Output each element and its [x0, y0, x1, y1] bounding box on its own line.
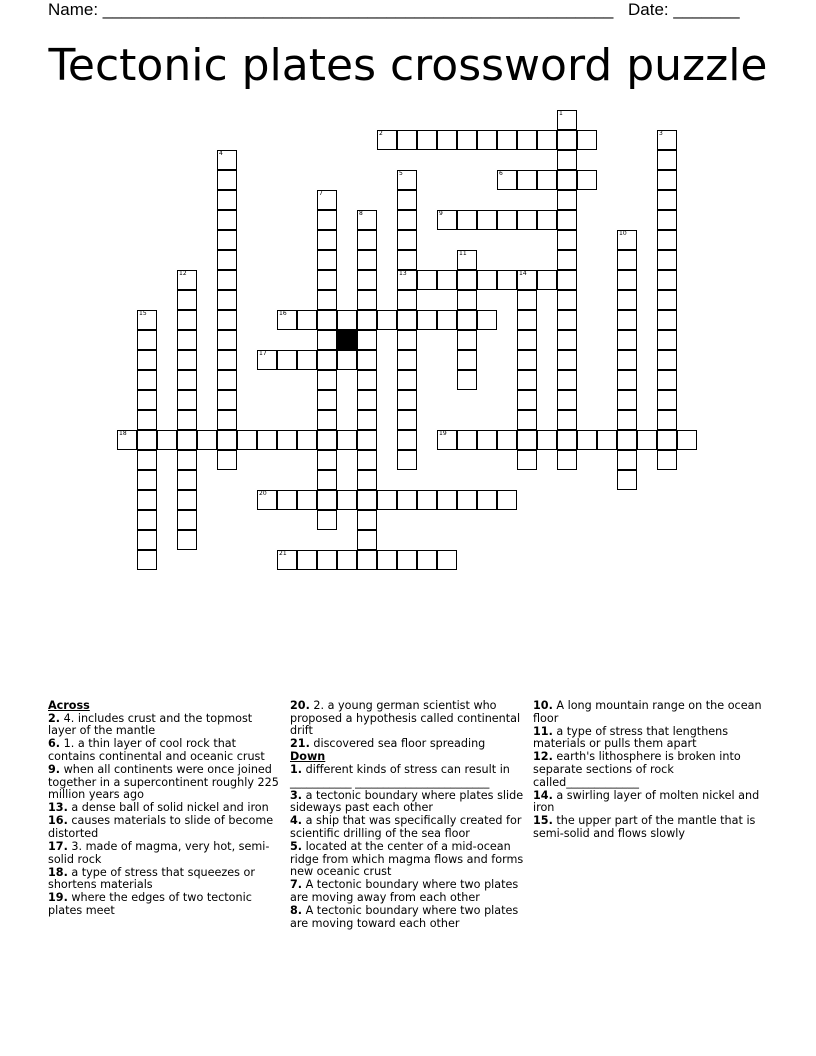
- grid-cell[interactable]: [557, 410, 577, 430]
- grid-cell[interactable]: [177, 390, 197, 410]
- grid-cell[interactable]: [357, 350, 377, 370]
- grid-cell[interactable]: [137, 370, 157, 390]
- grid-cell[interactable]: [617, 270, 637, 290]
- clue-down-7: 7. A tectonic boundary where two plates are moving away from each other: [290, 878, 519, 904]
- grid-cell[interactable]: [417, 130, 437, 150]
- grid-cell[interactable]: [477, 130, 497, 150]
- grid-cell[interactable]: [337, 350, 357, 370]
- grid-cell[interactable]: [517, 410, 537, 430]
- grid-cell[interactable]: [437, 270, 457, 290]
- grid-cell[interactable]: [177, 430, 197, 450]
- clue-number: 1: [559, 110, 563, 117]
- grid-cell[interactable]: [357, 250, 377, 270]
- grid-cell[interactable]: [617, 230, 637, 250]
- grid-cell[interactable]: [597, 430, 617, 450]
- grid-cell[interactable]: [557, 190, 577, 210]
- grid-cell[interactable]: [557, 390, 577, 410]
- clue-number: 11: [459, 250, 467, 257]
- grid-cell[interactable]: [357, 410, 377, 430]
- grid-cell[interactable]: [177, 490, 197, 510]
- grid-cell[interactable]: [317, 310, 337, 330]
- grid-cell[interactable]: [657, 310, 677, 330]
- grid-cell[interactable]: [297, 430, 317, 450]
- grid-cell[interactable]: [657, 170, 677, 190]
- grid-cell[interactable]: [217, 330, 237, 350]
- grid-cell[interactable]: [517, 130, 537, 150]
- grid-cell[interactable]: [657, 190, 677, 210]
- grid-cell[interactable]: [217, 190, 237, 210]
- grid-cell[interactable]: [397, 210, 417, 230]
- grid-cell[interactable]: [477, 270, 497, 290]
- grid-cell[interactable]: [297, 310, 317, 330]
- clue-number: 7: [319, 190, 323, 197]
- grid-cell[interactable]: [497, 210, 517, 230]
- clue-across-18: 18. a type of stress that squeezes or shortens materials: [48, 865, 255, 892]
- grid-cell[interactable]: [317, 390, 337, 410]
- grid-cell[interactable]: [397, 370, 417, 390]
- grid-cell[interactable]: [417, 550, 437, 570]
- grid-cell[interactable]: [477, 210, 497, 230]
- grid-cell[interactable]: [157, 430, 177, 450]
- clue-number: 19: [439, 430, 447, 437]
- grid-cell[interactable]: [657, 130, 677, 150]
- clue-down-14: 14. a swirling layer of molten nickel and iron: [533, 788, 760, 815]
- grid-cell[interactable]: [457, 330, 477, 350]
- grid-cell[interactable]: [277, 310, 297, 330]
- grid-cell[interactable]: [517, 310, 537, 330]
- grid-cell[interactable]: [617, 450, 637, 470]
- grid-cell[interactable]: [297, 350, 317, 370]
- grid-cell[interactable]: [517, 350, 537, 370]
- grid-cell[interactable]: [557, 450, 577, 470]
- grid-cell[interactable]: [357, 470, 377, 490]
- grid-cell[interactable]: [117, 430, 137, 450]
- grid-cell[interactable]: [657, 250, 677, 270]
- grid-cell[interactable]: [397, 450, 417, 470]
- grid-cell[interactable]: [557, 310, 577, 330]
- grid-cell[interactable]: [557, 150, 577, 170]
- clue-number: 16: [279, 310, 287, 317]
- grid-cell[interactable]: [397, 250, 417, 270]
- grid-cell[interactable]: [437, 310, 457, 330]
- grid-cell[interactable]: [357, 550, 377, 570]
- grid-cell[interactable]: [257, 350, 277, 370]
- clue-number: 12: [179, 270, 187, 277]
- black-cell: [337, 330, 357, 350]
- grid-cell[interactable]: [177, 330, 197, 350]
- grid-cell[interactable]: [437, 550, 457, 570]
- clue-across-19: 19. where the edges of two tectonic plates meet: [48, 891, 252, 917]
- grid-cell[interactable]: [137, 410, 157, 430]
- grid-cell[interactable]: [457, 490, 477, 510]
- clues-column-3: [533, 700, 769, 841]
- grid-cell[interactable]: [457, 310, 477, 330]
- grid-cell[interactable]: [557, 350, 577, 370]
- grid-cell[interactable]: [457, 290, 477, 310]
- grid-cell[interactable]: [557, 170, 577, 190]
- grid-cell[interactable]: [177, 270, 197, 290]
- grid-cell[interactable]: [317, 370, 337, 390]
- grid-cell[interactable]: [437, 130, 457, 150]
- grid-cell[interactable]: [137, 310, 157, 330]
- grid-cell[interactable]: [217, 370, 237, 390]
- grid-cell[interactable]: [357, 450, 377, 470]
- grid-cell[interactable]: [137, 550, 157, 570]
- grid-cell[interactable]: [517, 210, 537, 230]
- clue-across-6: 6. 1. a thin layer of cool rock that contains continental and oceanic crust: [48, 737, 265, 763]
- grid-cell[interactable]: [277, 350, 297, 370]
- grid-cell[interactable]: [397, 550, 417, 570]
- grid-cell[interactable]: [277, 550, 297, 570]
- grid-cell[interactable]: [517, 430, 537, 450]
- grid-cell[interactable]: [657, 230, 677, 250]
- clue-number: 14: [519, 270, 527, 277]
- grid-cell[interactable]: [357, 230, 377, 250]
- grid-cell[interactable]: [517, 290, 537, 310]
- grid-cell[interactable]: [177, 290, 197, 310]
- clues-column-1: [48, 700, 280, 918]
- grid-cell[interactable]: [317, 510, 337, 530]
- grid-cell[interactable]: [657, 210, 677, 230]
- grid-cell[interactable]: [377, 130, 397, 150]
- clue-number: 13: [399, 270, 407, 277]
- grid-cell[interactable]: [497, 490, 517, 510]
- grid-cell[interactable]: [397, 190, 417, 210]
- grid-cell[interactable]: [237, 430, 257, 450]
- grid-cell[interactable]: [557, 250, 577, 270]
- clue-number: 8: [359, 210, 363, 217]
- clue-across-21: 21. discovered sea floor spreading: [290, 737, 486, 751]
- grid-cell[interactable]: [217, 390, 237, 410]
- grid-cell[interactable]: [317, 490, 337, 510]
- grid-cell[interactable]: [537, 270, 557, 290]
- clue-across-2: 2. 4. includes crust and the topmost layer of the mantle: [48, 711, 253, 738]
- grid-cell[interactable]: [577, 130, 597, 150]
- grid-cell[interactable]: [677, 430, 697, 450]
- grid-cell[interactable]: [557, 330, 577, 350]
- grid-cell[interactable]: [617, 390, 637, 410]
- grid-cell[interactable]: [537, 170, 557, 190]
- grid-cell[interactable]: [557, 230, 577, 250]
- grid-cell[interactable]: [317, 230, 337, 250]
- grid-cell[interactable]: [397, 290, 417, 310]
- grid-cell[interactable]: [217, 350, 237, 370]
- grid-cell[interactable]: [137, 530, 157, 550]
- grid-cell[interactable]: [497, 170, 517, 190]
- clue-number: 4: [219, 150, 223, 157]
- grid-cell[interactable]: [397, 170, 417, 190]
- clue-down-3: 3. a tectonic boundary where plates slide sideways past each other: [290, 788, 524, 815]
- grid-cell[interactable]: [177, 350, 197, 370]
- grid-cell[interactable]: [397, 490, 417, 510]
- grid-cell[interactable]: [657, 330, 677, 350]
- grid-cell[interactable]: [317, 290, 337, 310]
- grid-cell[interactable]: [217, 230, 237, 250]
- grid-cell[interactable]: [357, 310, 377, 330]
- grid-cell[interactable]: [177, 370, 197, 390]
- grid-cell[interactable]: [197, 430, 217, 450]
- grid-cell[interactable]: [457, 210, 477, 230]
- grid-cell[interactable]: [417, 310, 437, 330]
- grid-cell[interactable]: [517, 450, 537, 470]
- grid-cell[interactable]: [217, 210, 237, 230]
- clues-column-2: [290, 700, 526, 931]
- grid-cell[interactable]: [397, 390, 417, 410]
- clue-across-17: 17. 3. made of magma, very hot, semi-solid rock: [48, 840, 270, 866]
- grid-cell[interactable]: [557, 210, 577, 230]
- name-field[interactable]: Name: ______________________________________________________: [48, 0, 614, 19]
- grid-cell[interactable]: [617, 350, 637, 370]
- grid-cell[interactable]: [357, 530, 377, 550]
- grid-cell[interactable]: [357, 390, 377, 410]
- grid-cell[interactable]: [617, 410, 637, 430]
- grid-cell[interactable]: [357, 210, 377, 230]
- grid-cell[interactable]: [337, 310, 357, 330]
- grid-cell[interactable]: [317, 210, 337, 230]
- grid-cell[interactable]: [657, 430, 677, 450]
- grid-cell[interactable]: [497, 430, 517, 450]
- grid-cell[interactable]: [397, 330, 417, 350]
- grid-cell[interactable]: [557, 110, 577, 130]
- grid-cell[interactable]: [217, 290, 237, 310]
- grid-cell[interactable]: [357, 290, 377, 310]
- clue-number: 10: [619, 230, 627, 237]
- grid-cell[interactable]: [137, 510, 157, 530]
- grid-cell[interactable]: [657, 290, 677, 310]
- grid-cell[interactable]: [557, 370, 577, 390]
- grid-cell[interactable]: [537, 210, 557, 230]
- grid-cell[interactable]: [397, 230, 417, 250]
- grid-cell[interactable]: [517, 390, 537, 410]
- grid-cell[interactable]: [457, 370, 477, 390]
- grid-cell[interactable]: [137, 430, 157, 450]
- grid-cell[interactable]: [297, 550, 317, 570]
- grid-cell[interactable]: [617, 310, 637, 330]
- grid-cell[interactable]: [557, 130, 577, 150]
- clue-down-5: 5. located at the center of a mid-ocean ridge from which magma flows and forms new oceanic crust: [290, 840, 524, 879]
- grid-cell[interactable]: [177, 450, 197, 470]
- grid-cell[interactable]: [217, 310, 237, 330]
- grid-cell[interactable]: [217, 430, 237, 450]
- clue-down-15: 15. the upper part of the mantle that is semi-solid and flows slowly: [533, 814, 756, 840]
- grid-cell[interactable]: [617, 430, 637, 450]
- grid-cell[interactable]: [377, 490, 397, 510]
- grid-cell[interactable]: [317, 350, 337, 370]
- grid-cell[interactable]: [657, 270, 677, 290]
- grid-cell[interactable]: [617, 470, 637, 490]
- grid-cell[interactable]: [317, 190, 337, 210]
- clue-down-8: 8. A tectonic boundary where two plates are moving toward each other: [290, 904, 519, 930]
- grid-cell[interactable]: [537, 430, 557, 450]
- grid-cell[interactable]: [617, 290, 637, 310]
- page-title: Tectonic plates crossword puzzle: [48, 40, 768, 91]
- grid-cell[interactable]: [397, 270, 417, 290]
- grid-cell[interactable]: [397, 310, 417, 330]
- grid-cell[interactable]: [217, 410, 237, 430]
- grid-cell[interactable]: [397, 430, 417, 450]
- grid-cell[interactable]: [377, 550, 397, 570]
- grid-cell[interactable]: [357, 270, 377, 290]
- grid-cell[interactable]: [277, 430, 297, 450]
- grid-cell[interactable]: [337, 430, 357, 450]
- grid-cell[interactable]: [337, 550, 357, 570]
- grid-cell[interactable]: [317, 250, 337, 270]
- grid-cell[interactable]: [577, 170, 597, 190]
- grid-cell[interactable]: [177, 310, 197, 330]
- grid-cell[interactable]: [457, 130, 477, 150]
- clue-across-20: 20. 2. a young german scientist who proposed a hypothesis called continental drift: [290, 699, 521, 738]
- across-heading: Across: [48, 699, 90, 712]
- grid-cell[interactable]: [397, 350, 417, 370]
- grid-cell[interactable]: [337, 490, 357, 510]
- grid-cell[interactable]: [577, 430, 597, 450]
- grid-cell[interactable]: [257, 490, 277, 510]
- grid-cell[interactable]: [657, 150, 677, 170]
- grid-cell[interactable]: [517, 370, 537, 390]
- grid-cell[interactable]: [177, 470, 197, 490]
- grid-cell[interactable]: [457, 270, 477, 290]
- grid-cell[interactable]: [557, 430, 577, 450]
- grid-cell[interactable]: [617, 250, 637, 270]
- grid-cell[interactable]: [277, 490, 297, 510]
- grid-cell[interactable]: [357, 510, 377, 530]
- grid-cell[interactable]: [657, 370, 677, 390]
- grid-cell[interactable]: [517, 170, 537, 190]
- clue-number: 5: [399, 170, 403, 177]
- grid-cell[interactable]: [517, 330, 537, 350]
- clue-number: 15: [139, 310, 147, 317]
- grid-cell[interactable]: [297, 490, 317, 510]
- clue-number: 3: [659, 130, 663, 137]
- grid-cell[interactable]: [317, 330, 337, 350]
- grid-cell[interactable]: [317, 450, 337, 470]
- grid-cell[interactable]: [317, 550, 337, 570]
- grid-cell[interactable]: [357, 490, 377, 510]
- clue-down-11: 11. a type of stress that lengthens materials or pulls them apart: [533, 724, 729, 751]
- clue-number: 20: [259, 490, 267, 497]
- grid-cell[interactable]: [617, 370, 637, 390]
- grid-cell[interactable]: [417, 270, 437, 290]
- grid-cell[interactable]: [137, 470, 157, 490]
- grid-cell[interactable]: [357, 370, 377, 390]
- clue-down-1: 1. different kinds of stress can result in ___________ ________________________: [290, 762, 510, 789]
- grid-cell[interactable]: [217, 270, 237, 290]
- grid-cell[interactable]: [657, 390, 677, 410]
- grid-cell[interactable]: [457, 350, 477, 370]
- grid-cell[interactable]: [137, 350, 157, 370]
- clue-down-12: 12. earth's lithosphere is broken into separate sections of rock called_____________: [533, 750, 741, 789]
- grid-cell[interactable]: [437, 490, 457, 510]
- grid-cell[interactable]: [137, 450, 157, 470]
- grid-cell[interactable]: [557, 290, 577, 310]
- grid-cell[interactable]: [557, 270, 577, 290]
- grid-cell[interactable]: [657, 450, 677, 470]
- grid-cell[interactable]: [397, 410, 417, 430]
- grid-cell[interactable]: [357, 430, 377, 450]
- clue-number: 18: [119, 430, 127, 437]
- grid-cell[interactable]: [137, 390, 157, 410]
- grid-cell[interactable]: [657, 410, 677, 430]
- grid-cell[interactable]: [657, 350, 677, 370]
- grid-cell[interactable]: [137, 330, 157, 350]
- grid-cell[interactable]: [177, 510, 197, 530]
- clue-down-4: 4. a ship that was specifically created for scientific drilling of the sea floor: [290, 814, 522, 840]
- grid-cell[interactable]: [457, 250, 477, 270]
- grid-cell[interactable]: [637, 430, 657, 450]
- grid-cell[interactable]: [437, 430, 457, 450]
- grid-cell[interactable]: [317, 430, 337, 450]
- grid-cell[interactable]: [497, 130, 517, 150]
- grid-cell[interactable]: [217, 170, 237, 190]
- grid-cell[interactable]: [317, 470, 337, 490]
- grid-cell[interactable]: [397, 130, 417, 150]
- grid-cell[interactable]: [357, 330, 377, 350]
- grid-cell[interactable]: [217, 250, 237, 270]
- grid-cell[interactable]: [217, 150, 237, 170]
- grid-cell[interactable]: [517, 270, 537, 290]
- clue-across-13: 13. a dense ball of solid nickel and iron: [48, 801, 269, 815]
- grid-cell[interactable]: [477, 490, 497, 510]
- grid-cell[interactable]: [497, 270, 517, 290]
- clue-across-9: 9. when all continents were once joined together in a supercontinent roughly 225 million years ago: [48, 762, 279, 802]
- grid-cell[interactable]: [317, 410, 337, 430]
- clue-number: 17: [259, 350, 267, 357]
- date-field[interactable]: Date: _______: [628, 0, 740, 19]
- grid-cell[interactable]: [377, 310, 397, 330]
- clue-number: 9: [439, 210, 443, 217]
- clue-down-10: 10. A long mountain range on the ocean floor: [533, 699, 762, 725]
- clue-number: 6: [499, 170, 503, 177]
- grid-cell[interactable]: [137, 490, 157, 510]
- grid-cell[interactable]: [217, 450, 237, 470]
- clue-across-16: 16. causes materials to slide of become distorted: [48, 814, 274, 840]
- grid-cell[interactable]: [477, 310, 497, 330]
- grid-cell[interactable]: [537, 130, 557, 150]
- grid-cell[interactable]: [477, 430, 497, 450]
- grid-cell[interactable]: [257, 430, 277, 450]
- grid-cell[interactable]: [417, 490, 437, 510]
- grid-cell[interactable]: [457, 430, 477, 450]
- grid-cell[interactable]: [437, 210, 457, 230]
- down-heading: Down: [290, 750, 326, 764]
- clue-number: 21: [279, 550, 287, 557]
- grid-cell[interactable]: [617, 330, 637, 350]
- grid-cell[interactable]: [177, 410, 197, 430]
- grid-cell[interactable]: [177, 530, 197, 550]
- clue-number: 2: [379, 130, 383, 137]
- grid-cell[interactable]: [317, 270, 337, 290]
